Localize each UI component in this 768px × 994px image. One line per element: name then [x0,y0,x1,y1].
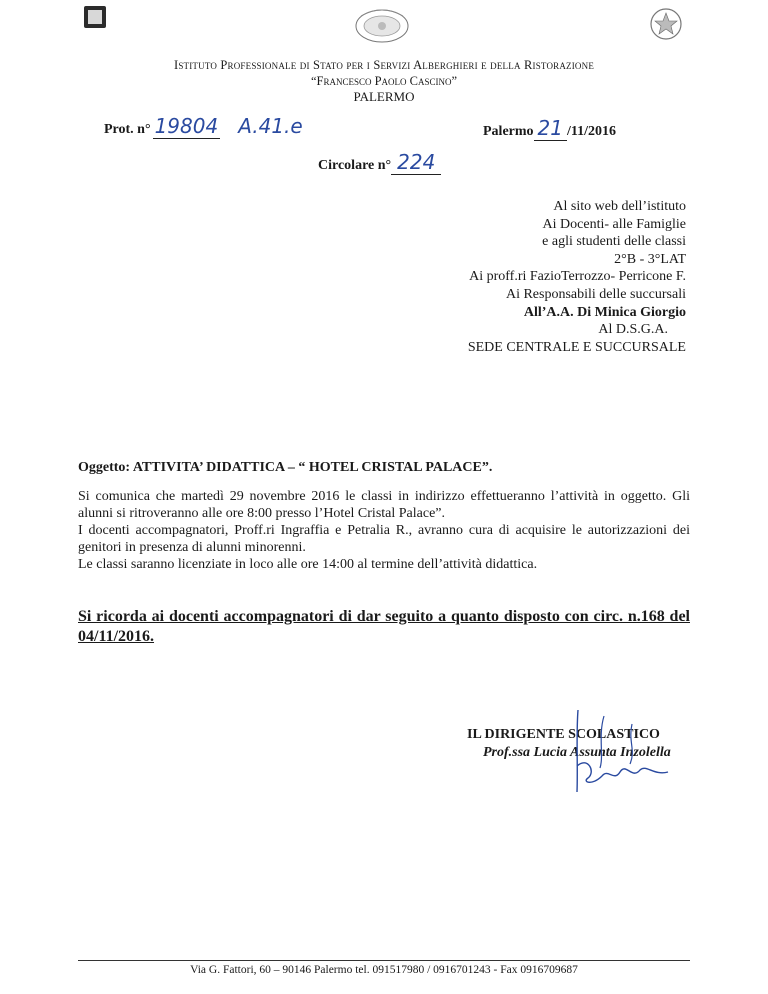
recipient-line: Ai proff.ri FazioTerrozzo- Perricone F. [469,269,686,285]
recipient-line: e agli studenti delle classi [542,234,686,250]
republic-emblem [648,4,684,44]
body-paragraph: Si comunica che martedì 29 novembre 2016 le classi in indirizzo effettueranno l’attività in oggetto. Gli alunni si ritroveranno alle ore 8:00 presso l’Hotel Cristal Palace”. [78,489,690,521]
date-rest: /11/2016 [566,124,616,139]
body-paragraph: Le classi saranno licenziate in loco alle ore 14:00 al termine dell’attività didattica. [78,557,538,572]
footer-address: Via G. Fattori, 60 – 90146 Palermo tel. 091517980 / 0916701243 - Fax 0916709687 [190,964,578,976]
date-prefix: Palermo [483,124,534,139]
reminder-text: Si ricorda ai docenti accompagnatori di dar seguito a quanto disposto con circ. n.168 del 04/11/2016. [78,608,690,645]
recipient-line: Al sito web dell’istituto [553,199,686,214]
protocol-line [104,114,303,139]
institute-emblem [341,4,423,44]
recipients-block [468,198,686,356]
recipient-line: All’A.A. Di Minica Giorgio [523,304,686,320]
recipient-line: Ai Docenti- alle Famiglie [542,216,686,232]
circolare-line [318,150,441,175]
date-line [483,116,616,141]
recipient-line: 2°B - 3°LAT [614,251,686,267]
region-logo [84,6,106,28]
circolare-number: 224 [391,150,441,175]
signatory-title: IL DIRIGENTE SCOLASTICO [467,727,660,742]
body-text [78,488,690,573]
footer-divider [78,960,690,961]
recipient-line: SEDE CENTRALE E SUCCURSALE [467,339,686,355]
protocol-classification: A.41.e [238,114,303,138]
recipient-line: Al D.S.G.A. [598,322,668,338]
recipient-line: Ai Responsabili delle succursali [505,286,686,302]
handwritten-signature [548,706,678,796]
institute-city: PALERMO [353,89,415,104]
protocol-label: Prot. n° [104,122,151,137]
subject-line: Oggetto: ATTIVITA’ DIDATTICA – “ HOTEL CRISTAL PALACE”. [78,460,493,475]
institute-name: Istituto Professionale di Stato per i Servizi Alberghieri e della Ristorazione [173,58,595,72]
date-day: 21 [534,116,567,141]
signatory-name: Prof.ssa Lucia Assunta Inzolella [483,745,671,760]
protocol-number: 19804 [154,114,219,138]
body-paragraph: I docenti accompagnatori, Proff.ri Ingraffia e Petralia R., avranno cura di acquisire le autorizzazioni dei genitori in presenza di alunni minorenni. [78,523,690,555]
circolare-label: Circolare n° [318,158,392,173]
institute-subname: “Francesco Paolo Cascino” [310,74,458,88]
